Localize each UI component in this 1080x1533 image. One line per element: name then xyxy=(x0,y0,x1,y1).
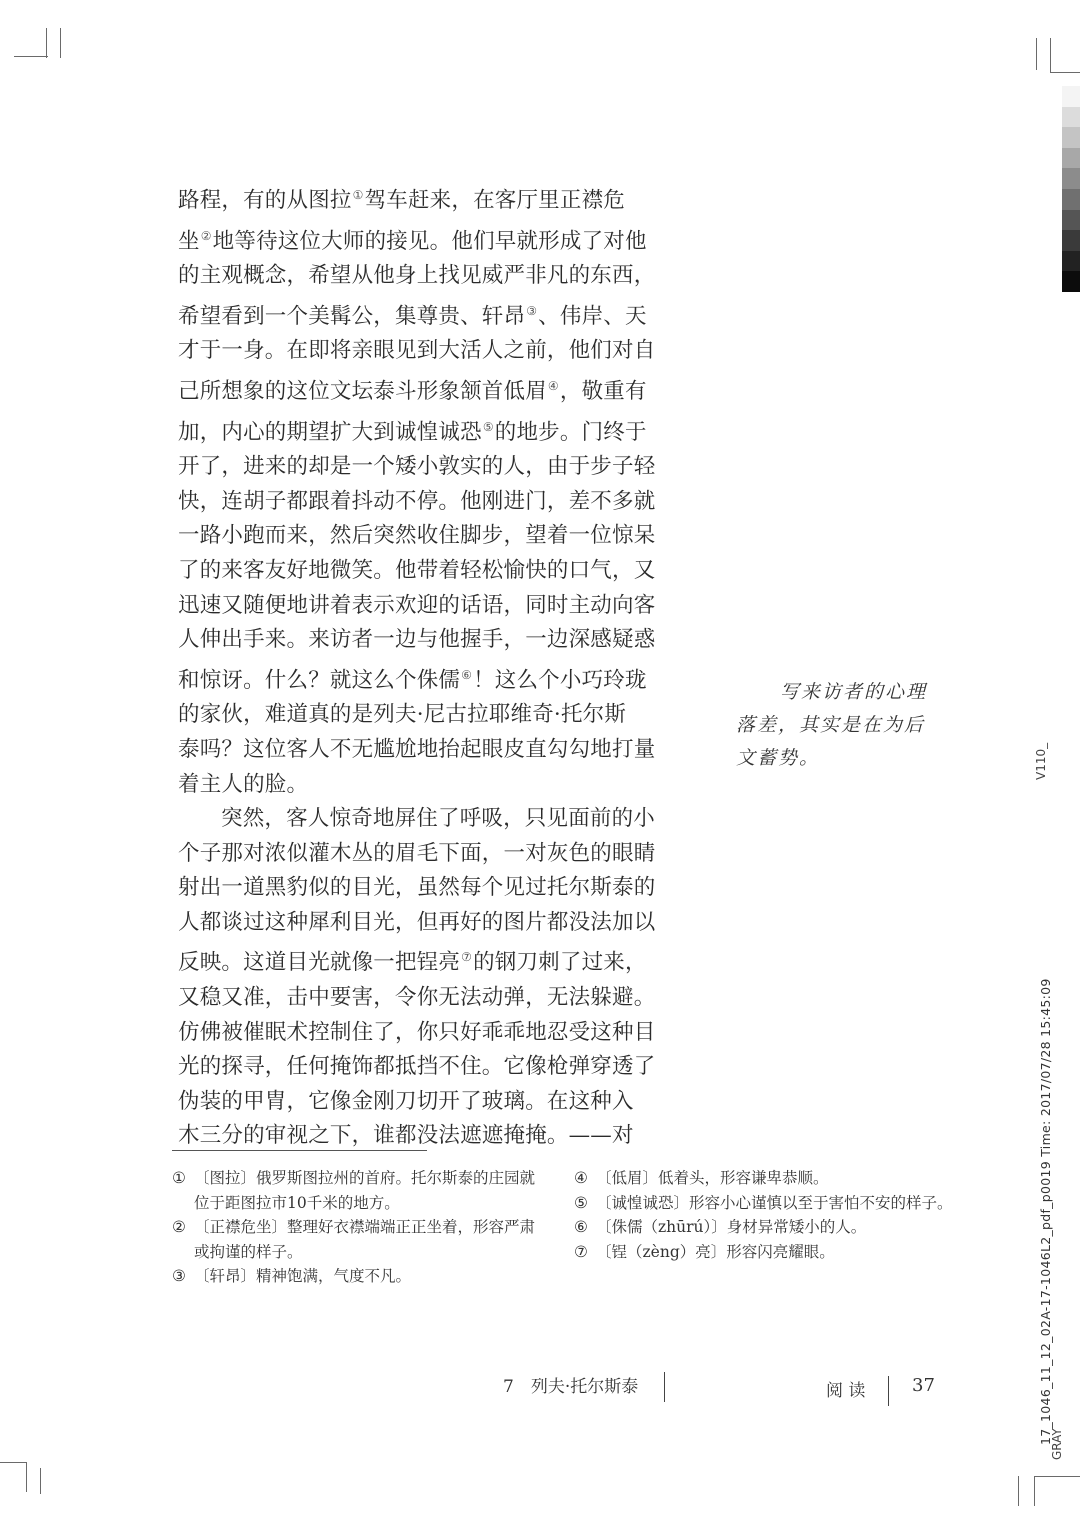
gray-strip-swatch xyxy=(1062,148,1080,169)
body-line: 人伸出手来。来访者一边与他握手，一边深感疑惑 xyxy=(178,627,656,653)
body-line: 己所想象的这位文坛泰斗形象颔首低眉④，敬重有 xyxy=(178,378,647,404)
body-line: 泰吗？这位客人不无尴尬地抬起眼皮直勾勾地打量 xyxy=(178,736,656,762)
crop-mark-top-right-h xyxy=(1050,72,1080,73)
footnote-marker[interactable]: ③ xyxy=(526,303,538,318)
side-gray-label: GRAY xyxy=(1050,1428,1064,1460)
crop-mark-bottom-left-h xyxy=(0,1462,26,1463)
body-line: 加，内心的期望扩大到诚惶诚恐⑤的地步。门终于 xyxy=(178,419,647,445)
footnote-item xyxy=(574,1215,954,1240)
body-line: 木三分的审视之下，谁都没法遮遮掩掩。——对 xyxy=(178,1123,634,1149)
gray-strip-swatch xyxy=(1062,107,1080,128)
footnote-marker[interactable]: ② xyxy=(200,228,212,243)
body-line: 光的探寻，任何掩饰都抵挡不住。它像枪弹穿透了 xyxy=(178,1054,656,1080)
crop-mark-bottom-right-v1 xyxy=(1018,1476,1019,1506)
footnote-number: ④ xyxy=(574,1169,588,1187)
body-line: 坐②地等待这位大师的接见。他们早就形成了对他 xyxy=(178,228,647,254)
footnote-number: ⑦ xyxy=(574,1242,588,1261)
footnote-item xyxy=(172,1215,542,1264)
body-line: 一路小跑而来，然后突然收住脚步，望着一位惊呆 xyxy=(178,523,656,549)
gray-strip-swatch xyxy=(1062,127,1080,148)
footnote-text: 〔诚惶诚恐〕形容小心谨慎以至于害怕不安的样子。 xyxy=(596,1193,953,1212)
body-line: 希望看到一个美髯公，集尊贵、轩昂③、伟岸、天 xyxy=(178,303,647,329)
footnote-text: 〔正襟危坐〕整理好衣襟端端正正坐着，形容严肃或拘谨的样子。 xyxy=(194,1218,536,1261)
crop-mark-top-left-h xyxy=(14,56,48,57)
body-line: 个子那对浓似灌木丛的眉毛下面，一对灰色的眼睛 xyxy=(178,840,656,866)
body-line: 射出一道黑豹似的目光，虽然每个见过托尔斯泰的 xyxy=(178,875,656,901)
body-line: 迅速又随便地讲着表示欢迎的话语，同时主动向客 xyxy=(178,592,656,618)
footnote-item xyxy=(172,1264,542,1289)
body-line: 仿佛被催眠术控制住了，你只好乖乖地忍受这种目 xyxy=(178,1019,656,1045)
footnotes-right-column xyxy=(574,1166,954,1264)
body-line: 了的来客友好地微笑。他带着轻松愉快的口气，又 xyxy=(178,557,656,583)
footnote-marker[interactable]: ① xyxy=(352,188,364,202)
margin-annotation-line: 写来访者的心理 xyxy=(780,681,928,703)
footnote-marker[interactable]: ④ xyxy=(547,378,559,393)
footnote-marker[interactable]: ⑦ xyxy=(461,950,473,965)
page-number: 37 xyxy=(912,1375,935,1396)
gray-strip-swatch xyxy=(1062,230,1080,251)
body-line: 和惊讶。什么？就这么个侏儒⑥！这么个小巧玲珑 xyxy=(178,667,647,693)
footnote-text: 〔图拉〕俄罗斯图拉州的首府。托尔斯泰的庄园就位于距图拉市10千米的地方。 xyxy=(194,1169,536,1212)
margin-annotation-line: 落差，其实是在为后 xyxy=(736,714,926,736)
crop-mark-top-right-v1 xyxy=(1036,38,1037,70)
margin-annotation xyxy=(736,676,946,775)
gray-calibration-strip xyxy=(1062,86,1080,292)
body-line: 突然，客人惊奇地屏住了呼吸，只见面前的小 xyxy=(221,806,656,832)
side-code-label: V110_ xyxy=(1034,742,1048,780)
side-print-timestamp: 17_1046_11_12_02A-17-1046L2_pdf_p0019 Time: 2017/07/28 15:45:09 xyxy=(1038,978,1053,1445)
article-body xyxy=(178,178,678,1154)
footnote-number: ⑥ xyxy=(574,1218,588,1236)
footnote-text: 〔锃（zèng）亮〕形容闪亮耀眼。 xyxy=(596,1242,835,1261)
body-line: 的家伙，难道真的是列夫·尼古拉耶维奇·托尔斯 xyxy=(178,702,627,728)
footer-chapter-title: 7 列夫·托尔斯泰 xyxy=(503,1377,639,1397)
body-line: 人都谈过这种犀利目光，但再好的图片都没法加以 xyxy=(178,909,656,935)
gray-strip-swatch xyxy=(1062,271,1080,292)
body-line: 着主人的脸。 xyxy=(178,771,309,797)
footnote-text: 〔轩昂〕精神饱满，气度不凡。 xyxy=(194,1267,412,1285)
paragraph-2 xyxy=(178,802,678,1154)
body-line: 路程，有的从图拉①驾车赶来，在客厅里正襟危 xyxy=(178,188,625,213)
footer-section-label: 阅 读 xyxy=(826,1381,866,1401)
paragraph-1 xyxy=(178,178,678,802)
footnote-number: ③ xyxy=(172,1267,186,1285)
body-line: 伪装的甲胄，它像金刚刀切开了玻璃。在这种入 xyxy=(178,1088,634,1114)
footnote-marker[interactable]: ⑥ xyxy=(461,667,473,682)
footnote-item xyxy=(574,1191,954,1216)
margin-annotation-line: 文蓄势。 xyxy=(736,747,821,769)
gray-strip-swatch xyxy=(1062,86,1080,107)
footer-divider-right xyxy=(888,1376,889,1406)
footnote-number: ⑤ xyxy=(574,1193,588,1212)
crop-mark-top-left-v1 xyxy=(46,28,47,58)
crop-mark-top-left-v2 xyxy=(60,28,61,58)
footer-divider-left xyxy=(664,1372,665,1402)
footnote-divider xyxy=(172,1150,427,1151)
crop-mark-top-right-v2 xyxy=(1050,38,1051,72)
body-line: 的主观概念，希望从他身上找见威严非凡的东西， xyxy=(178,263,656,289)
body-line: 又稳又准，击中要害，令你无法动弹，无法躲避。 xyxy=(178,985,656,1011)
footnote-item xyxy=(574,1240,954,1265)
crop-mark-bottom-right-v2 xyxy=(1034,1476,1035,1506)
footnotes-left-column xyxy=(172,1166,542,1289)
body-line: 反映。这道目光就像一把锃亮⑦的钢刀刺了过来， xyxy=(178,950,647,976)
footnote-text: 〔侏儒（zhūrú）〕身材异常矮小的人。 xyxy=(596,1218,867,1236)
gray-strip-swatch xyxy=(1062,210,1080,231)
crop-mark-bottom-left-v1 xyxy=(26,1462,27,1492)
body-line: 才于一身。在即将亲眼见到大活人之前，他们对自 xyxy=(178,338,656,364)
footnote-number: ① xyxy=(172,1169,186,1187)
footnote-marker[interactable]: ⑤ xyxy=(482,419,494,434)
gray-strip-swatch xyxy=(1062,168,1080,189)
crop-mark-bottom-right-h xyxy=(1034,1476,1080,1477)
gray-strip-swatch xyxy=(1062,189,1080,210)
footnote-item xyxy=(574,1166,954,1191)
crop-mark-bottom-left-v2 xyxy=(40,1468,41,1494)
footnote-number: ② xyxy=(172,1218,186,1236)
gray-strip-swatch xyxy=(1062,251,1080,272)
body-line: 开了，进来的却是一个矮小敦实的人，由于步子轻 xyxy=(178,454,656,480)
footnote-item xyxy=(172,1166,542,1215)
footnote-text: 〔低眉〕低着头，形容谦卑恭顺。 xyxy=(596,1169,829,1187)
body-line: 快，连胡子都跟着抖动不停。他刚进门，差不多就 xyxy=(178,488,656,514)
